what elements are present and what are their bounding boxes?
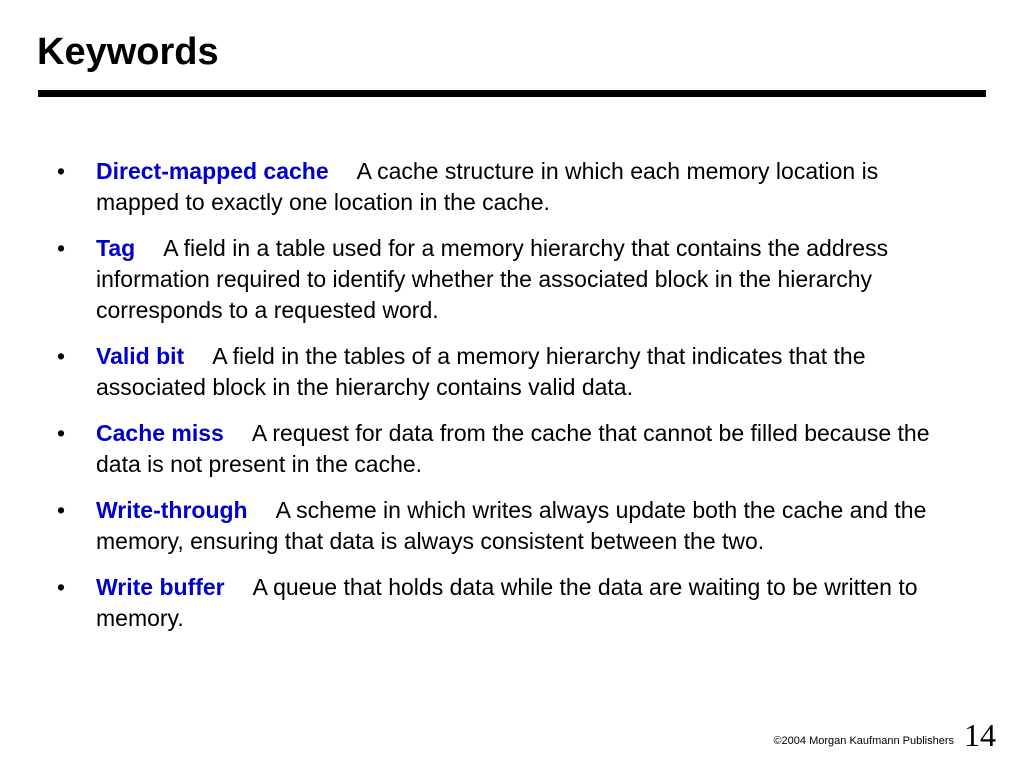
keyword-definition: A queue that holds data while the data are waiting to be written to memory.: [96, 574, 918, 631]
list-item: [57, 418, 937, 480]
keyword-term: Write-through: [96, 497, 248, 523]
keyword-list: [57, 156, 937, 649]
list-item: [57, 233, 937, 326]
list-item: [57, 495, 937, 557]
keyword-term: Cache miss: [96, 420, 224, 446]
keyword-definition: A scheme in which writes always update both the cache and the memory, ensuring that data is always consistent between the two.: [96, 497, 927, 554]
title-divider: [38, 90, 986, 97]
list-item: [57, 156, 937, 218]
keyword-definition: A field in the tables of a memory hierarchy that indicates that the associated block in the hierarchy contains valid data.: [96, 343, 866, 400]
keyword-term: Direct-mapped cache: [96, 158, 329, 184]
copyright-notice: ©2004 Morgan Kaufmann Publishers: [773, 735, 954, 747]
keyword-term: Write buffer: [96, 574, 225, 600]
bullet: •: [57, 574, 66, 600]
bullet: •: [57, 235, 66, 261]
list-item: [57, 341, 937, 403]
bullet: •: [57, 420, 66, 446]
keyword-definition: A field in a table used for a memory hierarchy that contains the address information required to identify whether the associated block in the hierarchy corresponds to a requested word.: [96, 235, 889, 323]
keyword-term: Valid bit: [96, 343, 185, 369]
keyword-term: Tag: [96, 235, 136, 261]
keyword-definition: A request for data from the cache that cannot be filled because the data is not present in the cache.: [96, 420, 930, 477]
slide-footer: [773, 718, 996, 752]
page-number: 14: [964, 717, 996, 753]
bullet: •: [57, 497, 66, 523]
list-item: [57, 572, 937, 634]
slide-title: Keywords: [37, 31, 219, 73]
bullet: •: [57, 158, 66, 184]
keyword-definition: A cache structure in which each memory location is mapped to exactly one location in the cache.: [96, 158, 879, 215]
bullet: •: [57, 343, 66, 369]
